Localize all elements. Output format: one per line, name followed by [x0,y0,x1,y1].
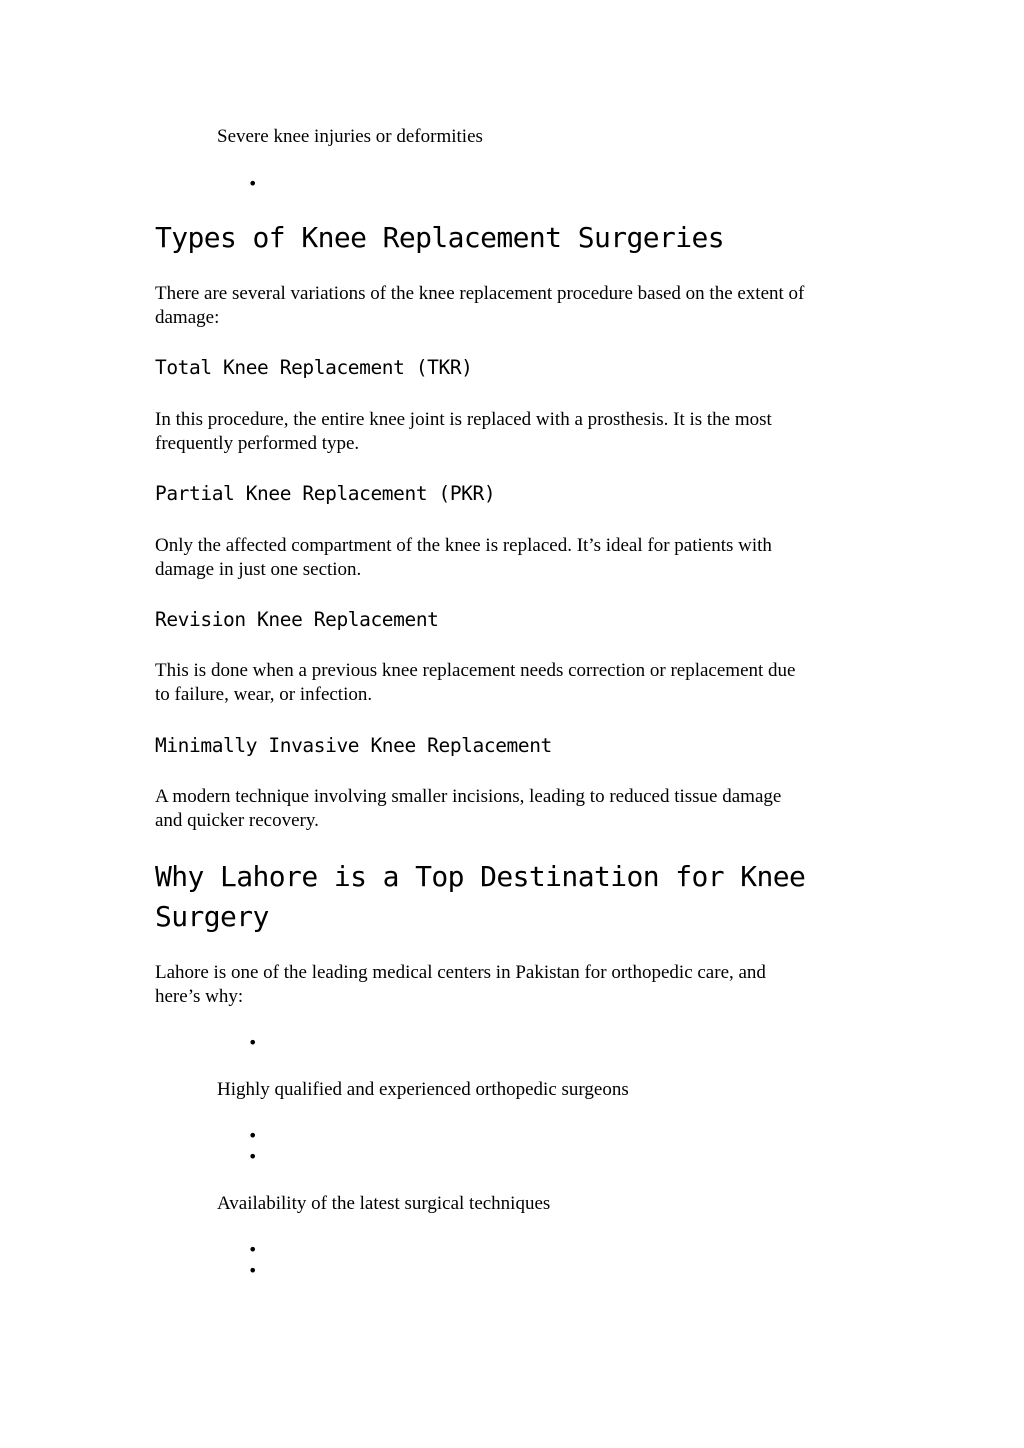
subheading-minimally-invasive: Minimally Invasive Knee Replacement [155,734,552,757]
section-heading-lahore-line2: Surgery [155,900,269,933]
lahore-intro-line1: Lahore is one of the leading medical centers in Pakistan for orthopedic care, and [155,962,766,983]
types-intro-line1: There are several variations of the knee replacement procedure based on the extent of [155,283,805,304]
subheading-tkr: Total Knee Replacement (TKR) [155,356,473,379]
bullet-icon: • [248,174,258,193]
minimally-invasive-text-line1: A modern technique involving smaller incisions, leading to reduced tissue damage [155,786,782,807]
bullet-icon: • [248,1261,258,1280]
revision-text-line2: to failure, wear, or infection. [155,684,373,705]
pkr-text-line2: damage in just one section. [155,559,362,580]
tkr-text-line1: In this procedure, the entire knee joint is replaced with a prosthesis. It is the most [155,409,772,430]
bullet-icon: • [248,1126,258,1145]
list-item-text: Highly qualified and experienced orthopedic surgeons [217,1079,629,1100]
minimally-invasive-text-line2: and quicker recovery. [155,810,319,831]
subheading-revision: Revision Knee Replacement [155,608,439,631]
bullet-icon: • [248,1033,258,1052]
section-heading-types: Types of Knee Replacement Surgeries [155,221,725,254]
tkr-text-line2: frequently performed type. [155,433,360,454]
types-intro-line2: damage: [155,307,220,328]
pkr-text-line1: Only the affected compartment of the knee is replaced. It’s ideal for patients with [155,535,772,556]
bullet-icon: • [248,1147,258,1166]
bullet-icon: • [248,1240,258,1259]
section-heading-lahore-line1: Why Lahore is a Top Destination for Knee [155,860,806,893]
subheading-pkr: Partial Knee Replacement (PKR) [155,482,496,505]
revision-text-line1: This is done when a previous knee replacement needs correction or replacement due [155,660,796,681]
lahore-intro-line2: here’s why: [155,986,244,1007]
list-item-text: Availability of the latest surgical techniques [217,1193,551,1214]
list-item-text: Severe knee injuries or deformities [217,126,483,147]
